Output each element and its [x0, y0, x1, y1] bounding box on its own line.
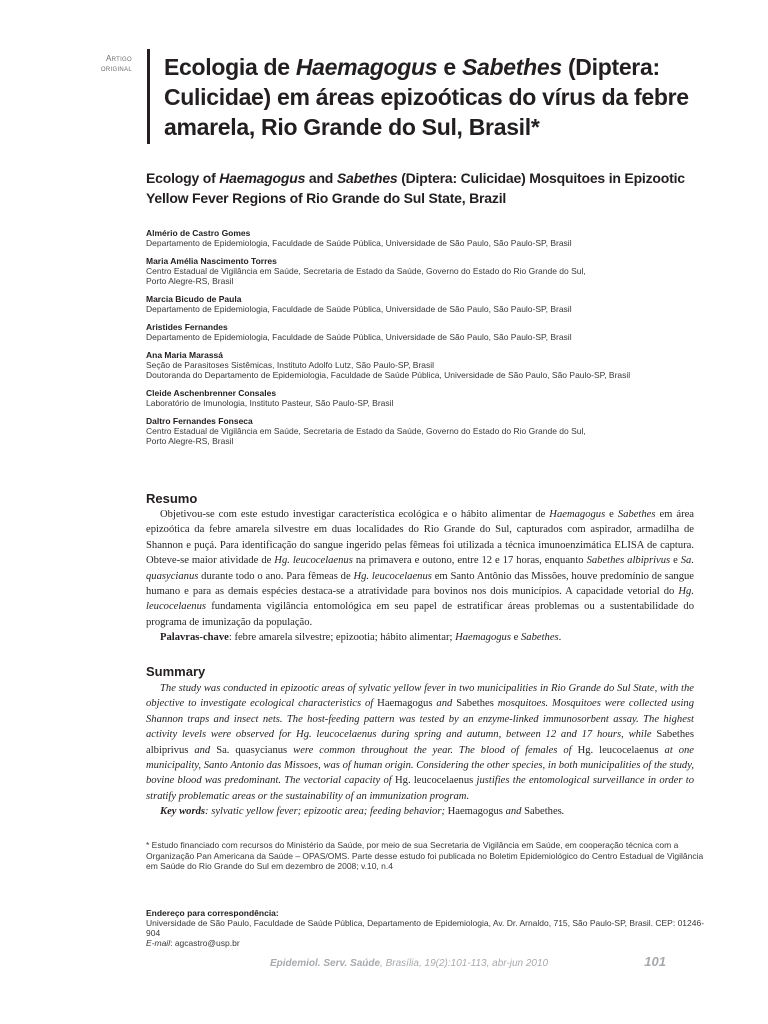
- email-label: E-mail: [146, 938, 171, 948]
- taxon-name: Hg. leucocelaenus: [274, 555, 353, 567]
- summary-keywords: [146, 804, 694, 819]
- resumo-keywords: [146, 630, 694, 645]
- title-pt-part1: Ecologia de: [164, 54, 296, 80]
- taxon-name: Haemagogus: [455, 632, 511, 644]
- taxon-name: Hg. leucocelaenus: [577, 744, 659, 756]
- resumo-heading: Resumo: [146, 491, 198, 506]
- title-pt-part3: (Diptera: Culicidae) em áreas epizoóticas do vírus da febre amarela, Rio Grande do Sul, Brasil*: [164, 54, 689, 140]
- author-entry: [146, 228, 706, 248]
- text-run: e: [670, 555, 681, 567]
- author-affiliation: Centro Estadual de Vigilância em Saúde, Secretaria de Estado da Saúde, Governo do Estado do Rio Grande do Sul, Porto Alegre-RS, Brasil: [146, 266, 586, 286]
- taxon-name: Hg. leucocelaenus: [353, 570, 432, 582]
- author-name: Aristides Fernandes: [146, 322, 228, 332]
- text-run: at one municipality, Santo Antonio das Missoes, was of human origin. Considering the other species, in both municipalities of the study, bovine blood was predominant. The vectorial capacity of: [146, 744, 695, 787]
- title-english: [146, 168, 706, 208]
- taxon-name: Sabethes albiprivus: [586, 555, 671, 567]
- text-run: The study was conducted in epizootic areas of sylvatic yellow fever in two municipalities in Rio Grande do Sul State, with the objective to investigate ecological characteristics of: [146, 683, 694, 710]
- taxon-name: Sa. quasycianus: [146, 555, 694, 582]
- taxon-name: Sabethes: [456, 698, 494, 710]
- email-address: : agcastro@usp.br: [170, 938, 240, 948]
- article-type-tag: [82, 54, 132, 74]
- keywords-label: Palavras-chave: [160, 632, 229, 644]
- keywords-list: [205, 806, 564, 817]
- author-name: Almério de Castro Gomes: [146, 228, 251, 238]
- text-run: justifies the entomological surveillance in order to stratify problematic areas or the sustainability of an immunization program.: [146, 775, 694, 802]
- title-pt-genus2: Sabethes: [461, 54, 562, 80]
- author-affiliation: Departamento de Epidemiologia, Faculdade de Saúde Pública, Universidade de São Paulo, São Paulo-SP, Brasil: [146, 238, 572, 248]
- taxon-name: Sabethes: [520, 632, 559, 644]
- text-run: e: [605, 509, 618, 520]
- article-type-line-2: original: [100, 64, 132, 73]
- text-run: Objetivou-se com este estudo investigar característica ecológica e o hábito alimentar de: [160, 509, 550, 520]
- article-type-line-1: Artigo: [105, 54, 132, 63]
- taxon-name: Hg. leucocelaenus: [146, 586, 694, 613]
- author-list: [146, 228, 706, 454]
- title-en-part2: and: [305, 170, 337, 186]
- author-entry: [146, 350, 706, 380]
- text-run: and: [188, 744, 217, 756]
- author-name: Marcia Bicudo de Paula: [146, 294, 242, 304]
- author-affiliation: Centro Estadual de Vigilância em Saúde, Secretaria de Estado da Saúde, Governo do Estado do Rio Grande do Sul, Porto Alegre-RS, Brasil: [146, 426, 586, 446]
- resumo-body: [146, 507, 694, 630]
- correspondence-email: [146, 938, 706, 948]
- text-run: : sylvatic yellow fever; epizootic area; feeding behavior;: [205, 806, 448, 818]
- taxon-name: Haemagogus: [447, 806, 503, 818]
- page-number: 101: [644, 954, 666, 969]
- text-run: .: [558, 632, 562, 644]
- summary-heading: Summary: [146, 664, 206, 679]
- title-en-part3: (Diptera: Culicidae) Mosquitoes in Epizootic Yellow Fever Regions of Rio Grande do Sul State, Brazil: [146, 170, 685, 206]
- author-entry: [146, 322, 706, 342]
- author-affiliation: Departamento de Epidemiologia, Faculdade de Saúde Pública, Universidade de São Paulo, São Paulo-SP, Brasil: [146, 332, 572, 342]
- keywords-list: [229, 632, 561, 643]
- author-affiliation: Departamento de Epidemiologia, Faculdade de Saúde Pública, Universidade de São Paulo, São Paulo-SP, Brasil: [146, 304, 572, 314]
- author-name: Daltro Fernandes Fonseca: [146, 416, 253, 426]
- text-run: .: [561, 806, 565, 818]
- text-run: mosquitoes. Mosquitoes were collected using Shannon traps and insect nets. The host-feeding pattern was tested by an enzyme-linked immunosorbent assay. The highest activity levels were observed for Hg. leucocelaenus during spring and autumn, between 12 and 17 hours, while: [146, 698, 694, 741]
- author-name: Maria Amélia Nascimento Torres: [146, 256, 277, 266]
- taxon-name: Sabethes: [617, 509, 656, 520]
- text-run: : febre amarela silvestre; epizootia; hábito alimentar;: [228, 632, 456, 644]
- correspondence-block: [146, 908, 706, 948]
- correspondence-address: Universidade de São Paulo, Faculdade de Saúde Pública, Departamento de Epidemiologia, Av. Dr. Arnaldo, 715, São Paulo-SP, Brasil. CEP: 01246-904: [146, 918, 705, 938]
- text-run: na primavera e outono, entre 12 e 17 horas, enquanto: [352, 555, 587, 567]
- text-run: fundamenta vigilância entomológica em seu papel de estratificar áreas problemas ou a sustentabilidade do programa de imunização da população.: [146, 601, 694, 628]
- funding-footnote: * Estudo financiado com recursos do Ministério da Saúde, por meio de sua Secretaria de Vigilância em Saúde, em cooperação técnica com a Organização Pan Americana da Saúde – OPAS/OMS. Parte desse estudo foi publicada no Boletim Epidemiológico do Centro Estadual de Vigilância em Saúde do Rio Grande do Sul em dezembro de 2008; v.10, n.4: [146, 840, 704, 871]
- taxon-name: Sabethes: [524, 806, 562, 818]
- keywords-label: Key words: [160, 806, 206, 818]
- title-en-genus2: Sabethes: [336, 170, 398, 186]
- resumo-section: [146, 507, 694, 646]
- text-run: em área epizoótica da febre amarela silvestre em duas localidades do Rio Grande do Sul, capturados com aspirador, armadilha de Shannon e puçá. Para identificação do sangue ingerido pelas fêmeas foi utilizada a técnica imunoenzimática ELISA de captura. Obteve-se maior atividade de: [146, 509, 695, 567]
- taxon-name: Sa. quasycianus: [216, 744, 288, 756]
- author-name: Cleide Aschenbrenner Consales: [146, 388, 277, 398]
- text-run: durante todo o ano. Para fêmeas de: [198, 570, 354, 582]
- journal-citation: , Brasília, 19(2):101-113, abr-jun 2010: [380, 958, 549, 969]
- summary-section: [146, 681, 694, 820]
- text-run: and: [502, 806, 525, 818]
- taxon-name: Haemagogus: [377, 698, 433, 710]
- title-pt-part2: e: [437, 54, 462, 80]
- text-run: em Santo Antônio das Missões, houve predomínio de sangue humano e para as demais espécies destaca-se a atratividade para bovinos nos dois municípios. A capacidade vetorial do: [146, 570, 694, 598]
- page-footer: [270, 957, 590, 971]
- author-entry: [146, 388, 706, 408]
- correspondence-heading: Endereço para correspondência:: [146, 908, 279, 918]
- text-run: and: [432, 698, 457, 710]
- text-run: e: [510, 632, 521, 644]
- author-affiliation: Laboratório de Imunologia, Instituto Pasteur, São Paulo-SP, Brasil: [146, 398, 394, 408]
- author-name: Ana Maria Marassá: [146, 350, 224, 360]
- title-en-part1: Ecology of: [146, 170, 220, 186]
- title-portuguese: [164, 52, 724, 142]
- author-entry: [146, 294, 706, 314]
- journal-name: Epidemiol. Serv. Saúde: [270, 958, 381, 969]
- taxon-name: Hg. leucocelaenus: [395, 775, 474, 787]
- taxon-name: Sabethes albiprivus: [146, 729, 694, 756]
- title-pt-genus1: Haemagogus: [295, 54, 438, 80]
- author-entry: [146, 416, 706, 446]
- author-entry: [146, 256, 706, 286]
- author-affiliation: Seção de Parasitoses Sistêmicas, Instituto Adolfo Lutz, São Paulo-SP, Brasil Doutoranda do Departamento de Epidemiologia, Faculdade de Saúde Pública, Universidade de São Paulo, São Paulo-SP, Brasil: [146, 360, 631, 380]
- summary-body: [146, 681, 694, 804]
- title-rule: [147, 49, 150, 144]
- title-en-genus1: Haemagogus: [219, 170, 306, 186]
- text-run: were common throughout the year. The blood of females of: [287, 744, 578, 756]
- taxon-name: Haemagogus: [549, 509, 606, 520]
